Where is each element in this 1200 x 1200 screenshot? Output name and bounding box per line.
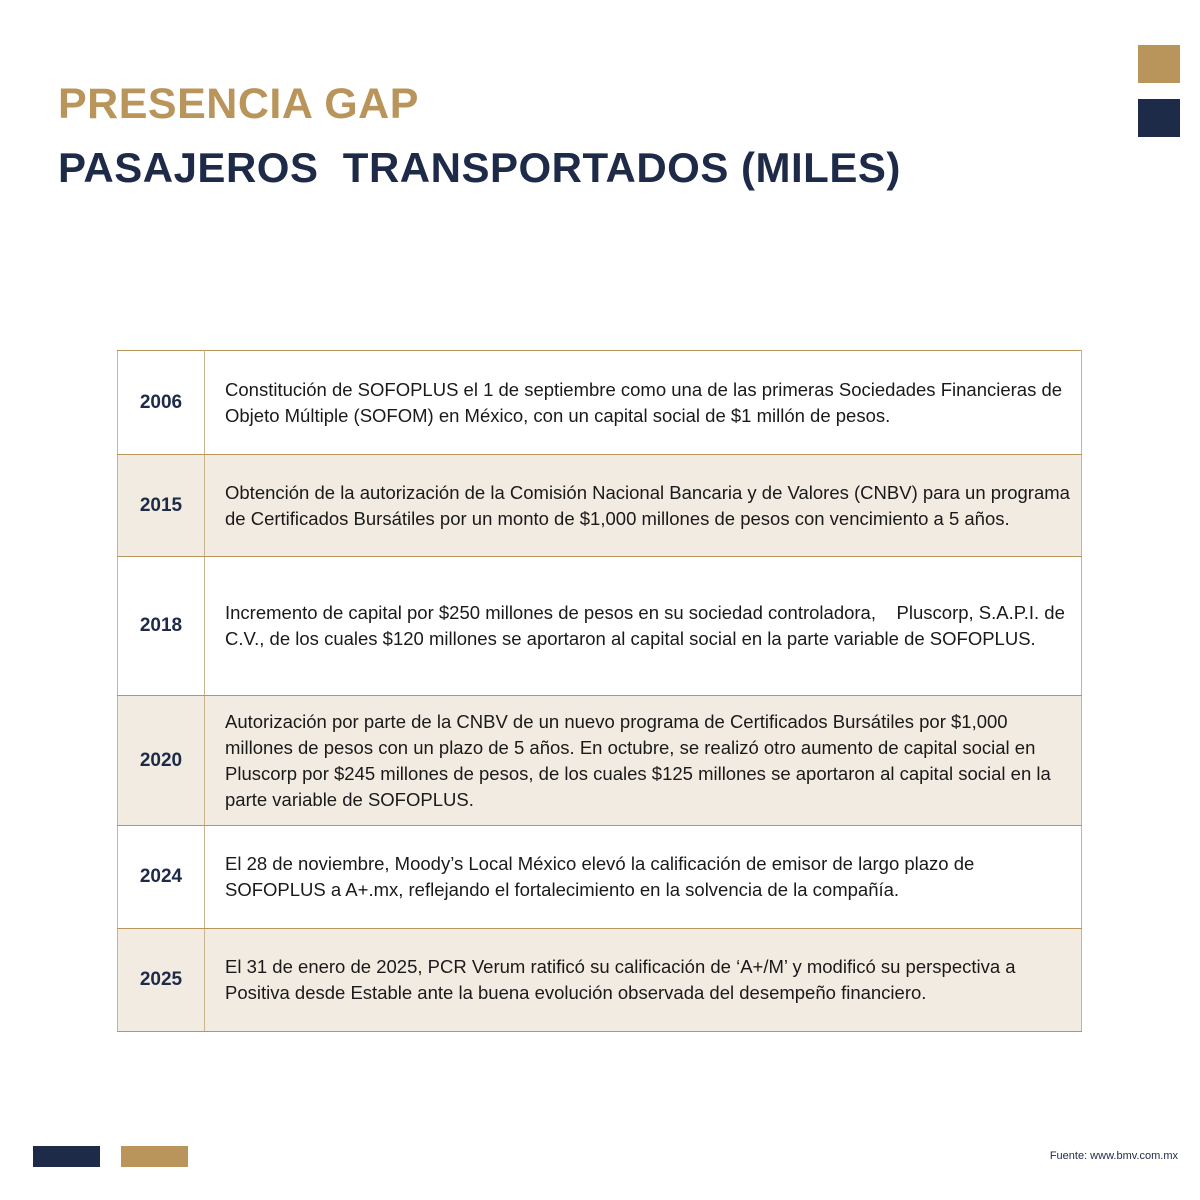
timeline-description: Obtención de la autorización de la Comisión Nacional Bancaria y de Valores (CNBV) para un programa de Certificados Bursátiles por un monto de $1,000 millones de pesos con vencimiento a 5 años. <box>205 455 1082 557</box>
timeline-year: 2025 <box>118 929 205 1032</box>
source-note: Fuente: www.bmv.com.mx <box>1049 1150 1178 1162</box>
timeline-description: Constitución de SOFOPLUS el 1 de septiembre como una de las primeras Sociedades Financieras de Objeto Múltiple (SOFOM) en México, con un capital social de $1 millón de pesos. <box>205 351 1082 455</box>
timeline-year: 2024 <box>118 826 205 929</box>
timeline-row-2020 <box>118 696 1082 826</box>
gold-square-decoration <box>1138 45 1180 83</box>
timeline-description: Incremento de capital por $250 millones de pesos en su sociedad controladora, Pluscorp, S.A.P.I. de C.V., de los cuales $120 millones se aportaron al capital social en la parte variable de SOFOPLUS. <box>205 557 1082 696</box>
timeline-row-2006 <box>118 351 1082 455</box>
timeline-year: 2015 <box>118 455 205 557</box>
timeline-row-2025 <box>118 929 1082 1032</box>
timeline-row-2015 <box>118 455 1082 557</box>
timeline-description: Autorización por parte de la CNBV de un nuevo programa de Certificados Bursátiles por $1,000 millones de pesos con un plazo de 5 años. En octubre, se realizó otro aumento de capital social en Pluscorp por $245 millones de pesos, de los cuales $125 millones se aportaron al capital social en la parte variable de SOFOPLUS. <box>205 696 1082 826</box>
page-title: PRESENCIA GAP <box>58 80 419 128</box>
navy-square-decoration <box>1138 99 1180 137</box>
timeline-table <box>117 350 1082 1032</box>
navy-bar-decoration <box>33 1146 100 1167</box>
timeline-row-2024 <box>118 826 1082 929</box>
gold-bar-decoration <box>121 1146 188 1167</box>
timeline-description: El 28 de noviembre, Moody’s Local México elevó la calificación de emisor de largo plazo de SOFOPLUS a A+.mx, reflejando el fortalecimiento en la solvencia de la compañía. <box>205 826 1082 929</box>
timeline-description: El 31 de enero de 2025, PCR Verum ratificó su calificación de ‘A+/M’ y modificó su perspectiva a Positiva desde Estable ante la buena evolución observada del desempeño financiero. <box>205 929 1082 1032</box>
timeline-year: 2006 <box>118 351 205 455</box>
timeline-year: 2020 <box>118 696 205 826</box>
timeline-year: 2018 <box>118 557 205 696</box>
page-subtitle: PASAJEROS TRANSPORTADOS (MILES) <box>58 144 901 191</box>
timeline-row-2018 <box>118 557 1082 696</box>
